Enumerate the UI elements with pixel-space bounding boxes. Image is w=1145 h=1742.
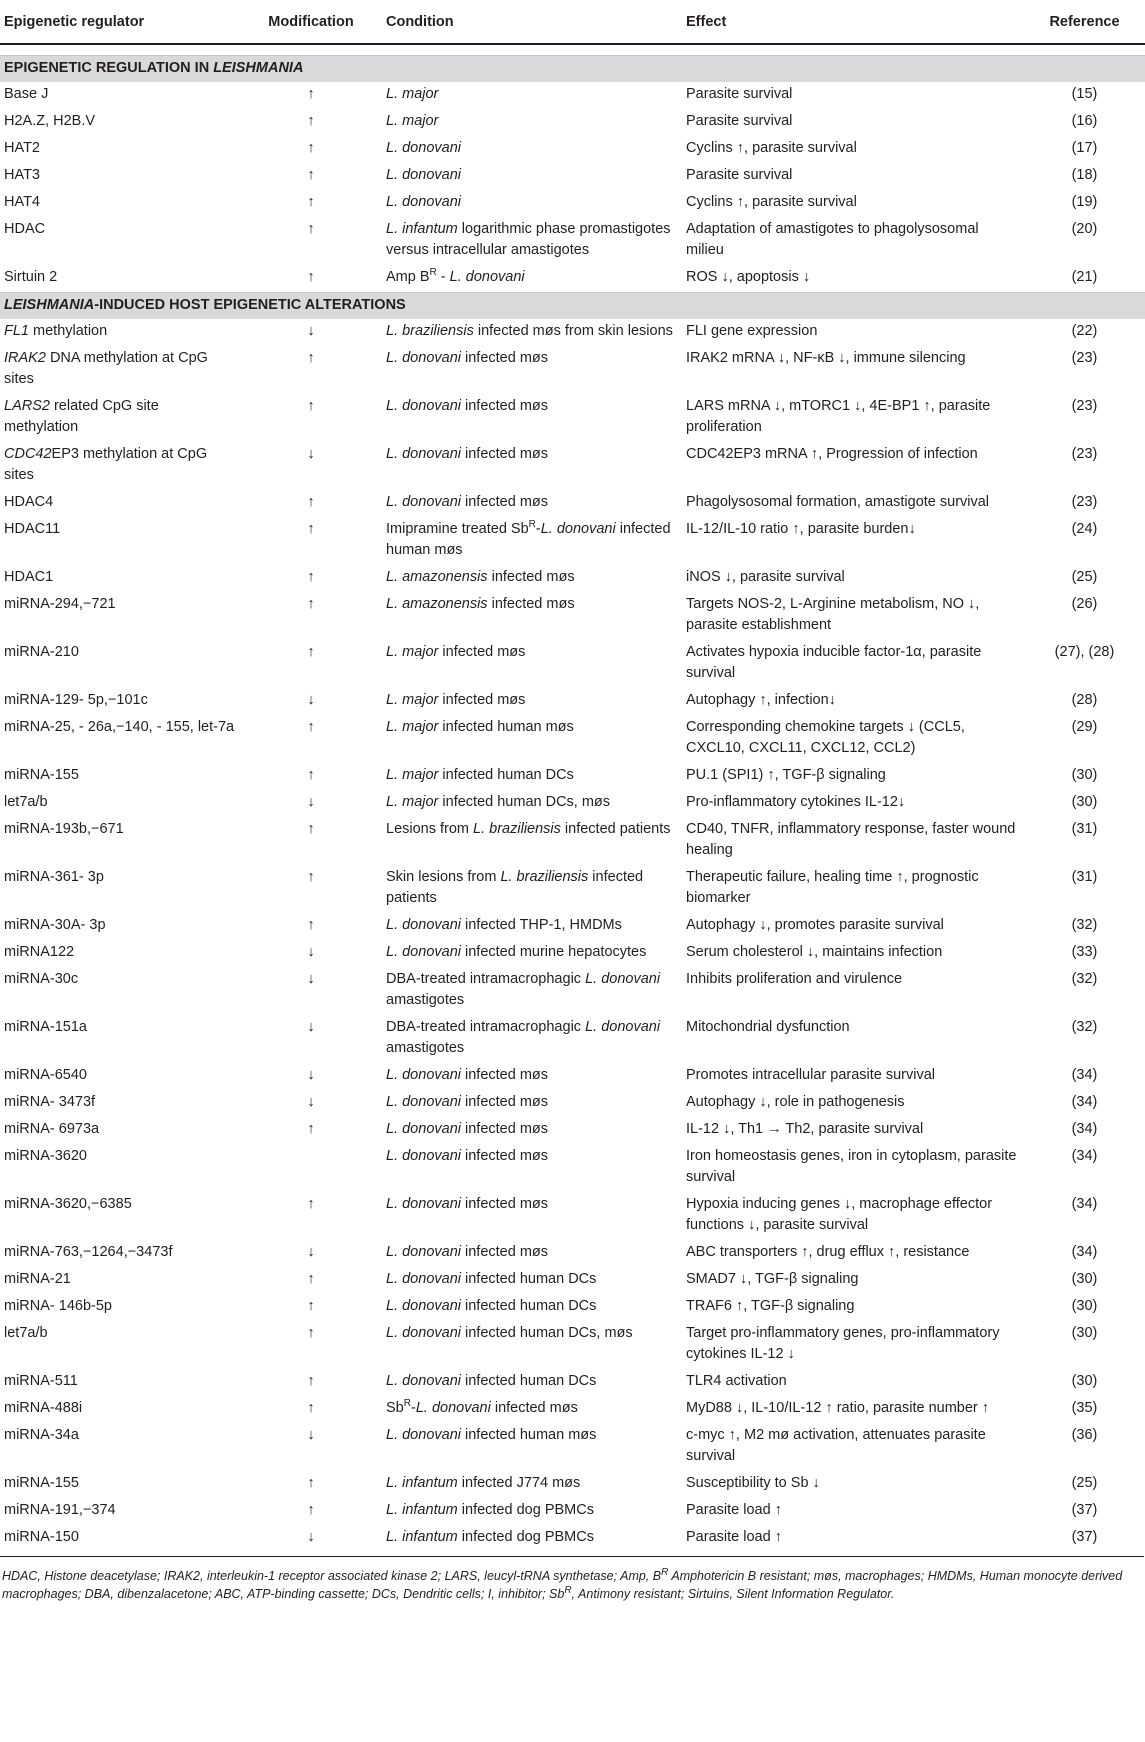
reference-cell: (30): [1071, 767, 1098, 783]
table-row: [0, 817, 1145, 865]
modification-cell: ↑: [307, 167, 315, 183]
table-row: [0, 763, 1145, 790]
condition-cell: L. amazonensis infected møs: [386, 596, 575, 612]
effect-cell: Autophagy ↑, infection↓: [686, 692, 836, 708]
condition-cell: L. donovani infected møs: [386, 1121, 549, 1137]
condition-cell: L. major infected human møs: [386, 719, 574, 735]
effect-cell: TLR4 activation: [686, 1373, 787, 1389]
effect-cell: c-myc ↑, M2 mø activation, attenuates parasite survival: [686, 1427, 986, 1464]
effect-cell: LARS mRNA ↓, mTORC1 ↓, 4E-BP1 ↑, parasite proliferation: [686, 398, 991, 435]
effect-cell: FLI gene expression: [686, 323, 818, 339]
reference-cell: (33): [1071, 944, 1098, 960]
modification-cell: ↑: [307, 1196, 315, 1212]
condition-cell: DBA-treated intramacrophagic L. donovani amastigotes: [386, 1019, 661, 1056]
reference-cell: (16): [1071, 113, 1098, 129]
regulator-cell: miRNA-30c: [4, 971, 79, 987]
regulator-cell: miRNA-30A- 3p: [4, 917, 106, 933]
table-row: [0, 136, 1145, 163]
modification-cell: [240, 1144, 382, 1192]
modification-cell: ↑: [307, 821, 315, 837]
table-row: [0, 1423, 1145, 1471]
effect-cell: ABC transporters ↑, drug efflux ↑, resistance: [686, 1244, 970, 1260]
condition-cell: $Sb^R-L$. donovani infected møs: [386, 1398, 578, 1416]
regulator-cell: let7a/b: [4, 1325, 48, 1341]
reference-cell: (30): [1071, 1271, 1098, 1287]
header-row: [0, 12, 1145, 44]
table-row: [0, 1090, 1145, 1117]
table-row: [0, 1144, 1145, 1192]
effect-cell: Cyclins ↑, parasite survival: [686, 140, 857, 156]
table-row: [0, 1321, 1145, 1369]
effect-cell: CDC42EP3 mRNA ↑, Progression of infection: [686, 446, 978, 462]
modification-cell: ↑: [307, 719, 315, 735]
condition-cell: L. donovani infected møs: [386, 1067, 549, 1083]
regulator-cell: miRNA- 146b-5p: [4, 1298, 112, 1314]
regulator-cell: miRNA-150: [4, 1529, 79, 1545]
effect-cell: Parasite load ↑: [686, 1529, 782, 1545]
section-title: EPIGENETIC REGULATION IN LEISHMANIA: [0, 56, 1145, 83]
table-row: [0, 190, 1145, 217]
header-spacer: [0, 44, 1145, 56]
reference-cell: (20): [1071, 221, 1098, 237]
regulator-cell: miRNA- 6973a: [4, 1121, 100, 1137]
reference-cell: (30): [1071, 1298, 1098, 1314]
reference-cell: (34): [1071, 1196, 1098, 1212]
table-row: [0, 517, 1145, 565]
regulator-cell: HAT4: [4, 194, 40, 210]
regulator-cell: IRAK2 DNA methylation at CpG sites: [4, 350, 208, 387]
reference-cell: (31): [1071, 869, 1098, 885]
reference-cell: (34): [1071, 1094, 1098, 1110]
effect-cell: Parasite load ↑: [686, 1502, 782, 1518]
reference-cell: (32): [1071, 1019, 1098, 1035]
reference-cell: (30): [1071, 794, 1098, 810]
reference-cell: (23): [1071, 350, 1098, 366]
condition-cell: L. donovani infected murine hepatocytes: [386, 944, 647, 960]
modification-cell: ↓: [307, 1427, 315, 1443]
table-row: [0, 1240, 1145, 1267]
regulator-cell: miRNA122: [4, 944, 75, 960]
modification-cell: ↓: [307, 794, 315, 810]
effect-cell: Parasite survival: [686, 86, 793, 102]
table-row: [0, 913, 1145, 940]
effect-cell: Susceptibility to Sb ↓: [686, 1475, 820, 1491]
effect-cell: ROS ↓, apoptosis ↓: [686, 269, 811, 285]
modification-cell: ↓: [307, 1094, 315, 1110]
modification-cell: ↑: [307, 767, 315, 783]
condition-cell: L. donovani infected møs: [386, 1094, 549, 1110]
reference-cell: (18): [1071, 167, 1098, 183]
reference-cell: (32): [1071, 971, 1098, 987]
reference-cell: (21): [1071, 269, 1098, 285]
modification-cell: ↑: [307, 113, 315, 129]
modification-cell: ↓: [307, 692, 315, 708]
table-row: [0, 1525, 1145, 1552]
reference-cell: (32): [1071, 917, 1098, 933]
condition-cell: L. donovani infected human møs: [386, 1427, 597, 1443]
section-header-row: [0, 56, 1145, 83]
condition-cell: L. donovani infected human DCs: [386, 1271, 597, 1287]
regulator-cell: miRNA-191,−374: [4, 1502, 116, 1518]
regulator-cell: miRNA-361- 3p: [4, 869, 104, 885]
regulator-cell: HDAC1: [4, 569, 54, 585]
regulator-cell: miRNA-763,−1264,−3473f: [4, 1244, 173, 1260]
effect-cell: Target pro-inflammatory genes, pro-inflammatory cytokines IL-12 ↓: [686, 1325, 1000, 1362]
effect-cell: Therapeutic failure, healing time ↑, prognostic biomarker: [686, 869, 979, 906]
reference-cell: (29): [1071, 719, 1098, 735]
condition-cell: DBA-treated intramacrophagic L. donovani amastigotes: [386, 971, 661, 1008]
modification-cell: ↓: [307, 971, 315, 987]
table-row: [0, 1294, 1145, 1321]
reference-cell: (26): [1071, 596, 1098, 612]
table-row: [0, 346, 1145, 394]
condition-cell: L. major infected møs: [386, 692, 526, 708]
effect-cell: Parasite survival: [686, 167, 793, 183]
regulator-cell: miRNA-151a: [4, 1019, 87, 1035]
modification-cell: ↑: [307, 1298, 315, 1314]
condition-cell: L. major infected møs: [386, 644, 526, 660]
condition-cell: Amp $B^R$ - L. donovani: [386, 267, 525, 285]
regulator-cell: miRNA-210: [4, 644, 79, 660]
regulator-cell: miRNA-155: [4, 1475, 79, 1491]
reference-cell: (15): [1071, 86, 1098, 102]
reference-cell: (25): [1071, 569, 1098, 585]
regulator-cell: CDC42EP3 methylation at CpG sites: [4, 446, 208, 483]
effect-cell: Cyclins ↑, parasite survival: [686, 194, 857, 210]
regulator-cell: HAT2: [4, 140, 40, 156]
regulator-cell: miRNA-25, - 26a,−140, - 155, let-7a: [4, 719, 235, 735]
reference-cell: (34): [1071, 1148, 1098, 1164]
effect-cell: Parasite survival: [686, 113, 793, 129]
modification-cell: ↑: [307, 350, 315, 366]
modification-cell: ↑: [307, 1475, 315, 1491]
modification-cell: ↑: [307, 269, 315, 285]
condition-cell: Lesions from L. braziliensis infected patients: [386, 821, 671, 837]
regulator-cell: HDAC4: [4, 494, 54, 510]
reference-cell: (30): [1071, 1325, 1098, 1341]
regulator-cell: FL1 methylation: [4, 323, 108, 339]
effect-cell: Promotes intracellular parasite survival: [686, 1067, 936, 1083]
modification-cell: ↑: [307, 1373, 315, 1389]
effect-cell: TRAF6 ↑, TGF-β signaling: [686, 1298, 855, 1314]
condition-cell: L. braziliensis infected møs from skin lesions: [386, 323, 673, 339]
modification-cell: ↑: [307, 494, 315, 510]
table-row: [0, 1015, 1145, 1063]
reference-cell: (19): [1071, 194, 1098, 210]
regulator-cell: miRNA-129- 5p,−101c: [4, 692, 148, 708]
regulator-cell: miRNA- 3473f: [4, 1094, 96, 1110]
regulator-cell: H2A.Z, H2B.V: [4, 113, 96, 129]
modification-cell: ↑: [307, 1121, 315, 1137]
reference-cell: (24): [1071, 521, 1098, 537]
table-row: [0, 442, 1145, 490]
modification-cell: ↑: [307, 917, 315, 933]
effect-cell: Corresponding chemokine targets ↓ (CCL5, CXCL10, CXCL11, CXCL12, CCL2): [686, 719, 965, 756]
header-effect: Effect: [682, 12, 1024, 44]
modification-cell: ↑: [307, 86, 315, 102]
condition-cell: L. donovani infected THP-1, HMDMs: [386, 917, 622, 933]
condition-cell: L. donovani: [386, 194, 461, 210]
section-title: LEISHMANIA-INDUCED HOST EPIGENETIC ALTERATIONS: [0, 293, 1145, 320]
table-row: [0, 940, 1145, 967]
table-row: [0, 640, 1145, 688]
effect-cell: IL-12/IL-10 ratio ↑, parasite burden↓: [686, 521, 916, 537]
effect-cell: Adaptation of amastigotes to phagolysosomal milieu: [686, 221, 979, 258]
reference-cell: (31): [1071, 821, 1098, 837]
table-row: [0, 865, 1145, 913]
condition-cell: L. donovani infected møs: [386, 1244, 549, 1260]
reference-cell: (30): [1071, 1373, 1098, 1389]
effect-cell: PU.1 (SPI1) ↑, TGF-β signaling: [686, 767, 886, 783]
condition-cell: L. donovani infected human DCs: [386, 1298, 597, 1314]
regulator-cell: miRNA-155: [4, 767, 79, 783]
regulator-cell: miRNA-21: [4, 1271, 71, 1287]
regulator-cell: miRNA-511: [4, 1373, 78, 1389]
condition-cell: L. donovani infected human DCs: [386, 1373, 597, 1389]
condition-cell: L. major infected human DCs, møs: [386, 794, 611, 810]
effect-cell: iNOS ↓, parasite survival: [686, 569, 845, 585]
header-modification: Modification: [240, 12, 382, 44]
effect-cell: Hypoxia inducing genes ↓, macrophage effector functions ↓, parasite survival: [686, 1196, 993, 1233]
table-row: [0, 715, 1145, 763]
reference-cell: (35): [1071, 1400, 1098, 1416]
condition-cell: L. infantum infected J774 møs: [386, 1475, 581, 1491]
table-row: [0, 109, 1145, 136]
reference-cell: (23): [1071, 494, 1098, 510]
modification-cell: ↑: [307, 140, 315, 156]
condition-cell: L. infantum infected dog PBMCs: [386, 1502, 594, 1518]
condition-cell: L. donovani: [386, 140, 461, 156]
table-row: [0, 790, 1145, 817]
table-row: [0, 319, 1145, 346]
condition-cell: L. donovani infected møs: [386, 398, 549, 414]
modification-cell: ↑: [307, 869, 315, 885]
modification-cell: ↓: [307, 323, 315, 339]
reference-cell: (23): [1071, 398, 1098, 414]
reference-cell: (25): [1071, 1475, 1098, 1491]
regulator-cell: HDAC: [4, 221, 46, 237]
reference-cell: (27), (28): [1054, 644, 1115, 660]
header-condition: Condition: [382, 12, 682, 44]
table-row: [0, 265, 1145, 293]
condition-cell: L. amazonensis infected møs: [386, 569, 575, 585]
condition-cell: L. donovani infected møs: [386, 1148, 549, 1164]
effect-cell: Targets NOS-2, L-Arginine metabolism, NO ↓, parasite establishment: [686, 596, 980, 633]
table-row: [0, 490, 1145, 517]
table-row: [0, 1498, 1145, 1525]
modification-cell: ↑: [307, 194, 315, 210]
condition-cell: L. major: [386, 113, 439, 129]
effect-cell: Iron homeostasis genes, iron in cytoplasm, parasite survival: [686, 1148, 1017, 1185]
table-row: [0, 163, 1145, 190]
regulator-cell: Sirtuin 2: [4, 269, 58, 285]
regulator-cell: miRNA-34a: [4, 1427, 79, 1443]
table-row: [0, 688, 1145, 715]
regulator-cell: miRNA-3620,−6385: [4, 1196, 132, 1212]
reference-cell: (34): [1071, 1121, 1098, 1137]
regulator-cell: Base J: [4, 86, 49, 102]
condition-cell: L. major infected human DCs: [386, 767, 574, 783]
reference-cell: (37): [1071, 1529, 1098, 1545]
regulator-cell: miRNA-3620: [4, 1148, 87, 1164]
regulator-cell: miRNA-488i: [4, 1400, 83, 1416]
condition-cell: L. donovani infected human DCs, møs: [386, 1325, 633, 1341]
effect-cell: IL-12 ↓, Th1 → Th2, parasite survival: [686, 1121, 924, 1137]
effect-cell: Autophagy ↓, promotes parasite survival: [686, 917, 944, 933]
modification-cell: ↑: [307, 221, 315, 237]
reference-cell: (28): [1071, 692, 1098, 708]
condition-cell: L. donovani infected møs: [386, 1196, 549, 1212]
regulator-cell: miRNA-6540: [4, 1067, 87, 1083]
modification-cell: ↓: [307, 1529, 315, 1545]
modification-cell: ↓: [307, 944, 315, 960]
condition-cell: Skin lesions from L. braziliensis infected patients: [386, 869, 644, 906]
reference-cell: (22): [1071, 323, 1098, 339]
regulator-cell: HDAC11: [4, 521, 61, 537]
table-body: [0, 44, 1145, 1552]
condition-cell: Imipramine treated $Sb^R-L$. donovani infected human møs: [386, 519, 671, 558]
section-header-row: [0, 293, 1145, 320]
table-row: [0, 1267, 1145, 1294]
table-row: [0, 82, 1145, 109]
condition-cell: L. donovani infected møs: [386, 350, 549, 366]
condition-cell: L. donovani infected møs: [386, 494, 549, 510]
regulator-cell: LARS2 related CpG site methylation: [4, 398, 159, 435]
condition-cell: L. infantum infected dog PBMCs: [386, 1529, 594, 1545]
table-row: [0, 967, 1145, 1015]
header-regulator: Epigenetic regulator: [0, 12, 240, 44]
effect-cell: Phagolysosomal formation, amastigote survival: [686, 494, 990, 510]
table-row: [0, 217, 1145, 265]
regulator-cell: HAT3: [4, 167, 40, 183]
table-row: [0, 1192, 1145, 1240]
table-row: [0, 1471, 1145, 1498]
table-row: [0, 1369, 1145, 1396]
modification-cell: ↑: [307, 596, 315, 612]
condition-cell: L. donovani: [386, 167, 461, 183]
effect-cell: Mitochondrial dysfunction: [686, 1019, 850, 1035]
modification-cell: ↑: [307, 1271, 315, 1287]
effect-cell: Serum cholesterol ↓, maintains infection: [686, 944, 943, 960]
modification-cell: ↑: [307, 644, 315, 660]
modification-cell: ↑: [307, 398, 315, 414]
modification-cell: ↑: [307, 569, 315, 585]
reference-cell: (36): [1071, 1427, 1098, 1443]
regulator-cell: let7a/b: [4, 794, 48, 810]
modification-cell: ↑: [307, 1325, 315, 1341]
effect-cell: Inhibits proliferation and virulence: [686, 971, 903, 987]
epigenetic-table: [0, 12, 1145, 1552]
condition-cell: L. donovani infected møs: [386, 446, 549, 462]
condition-cell: L. infantum logarithmic phase promastigotes versus intracellular amastigotes: [386, 221, 671, 258]
effect-cell: MyD88 ↓, IL-10/IL-12 ↑ ratio, parasite number ↑: [686, 1400, 990, 1416]
modification-cell: ↑: [307, 1400, 315, 1416]
effect-cell: IRAK2 mRNA ↓, NF-κB ↓, immune silencing: [686, 350, 966, 366]
reference-cell: (23): [1071, 446, 1098, 462]
table-row: [0, 1396, 1145, 1423]
table-row: [0, 394, 1145, 442]
regulator-cell: miRNA-294,−721: [4, 596, 116, 612]
reference-cell: (37): [1071, 1502, 1098, 1518]
table-row: [0, 565, 1145, 592]
effect-cell: Activates hypoxia inducible factor-1α, parasite survival: [686, 644, 982, 681]
modification-cell: ↓: [307, 446, 315, 462]
modification-cell: ↓: [307, 1067, 315, 1083]
effect-cell: CD40, TNFR, inflammatory response, faster wound healing: [686, 821, 1016, 858]
reference-cell: (34): [1071, 1244, 1098, 1260]
modification-cell: ↑: [307, 521, 315, 537]
header-reference: Reference: [1024, 12, 1145, 44]
effect-cell: SMAD7 ↓, TGF-β signaling: [686, 1271, 859, 1287]
table-row: [0, 1063, 1145, 1090]
table-row: [0, 592, 1145, 640]
regulator-cell: miRNA-193b,−671: [4, 821, 124, 837]
condition-cell: L. major: [386, 86, 439, 102]
table-footnote: HDAC, Histone deacetylase; IRAK2, interleukin-1 receptor associated kinase 2; LARS, leucyl-tRNA synthetase; Amp, $B^R$ Amphotericin B resistant; møs, macrophages; HMDMs, Human monocyte derived macrophages; DBA, dibenzalacetone; ABC, ATP-binding cassette; DCs, Dendritic cells; I, inhibitor; $Sb^R$, Antimony resistant; Sirtuins, Silent Information Regulator.: [0, 1556, 1144, 1603]
effect-cell: Autophagy ↓, role in pathogenesis: [686, 1094, 905, 1110]
modification-cell: ↑: [307, 1502, 315, 1518]
modification-cell: ↓: [307, 1019, 315, 1035]
effect-cell: Pro-inflammatory cytokines IL-12↓: [686, 794, 906, 810]
reference-cell: (17): [1071, 140, 1098, 156]
reference-cell: (34): [1071, 1067, 1098, 1083]
modification-cell: ↓: [307, 1244, 315, 1260]
table-row: [0, 1117, 1145, 1144]
